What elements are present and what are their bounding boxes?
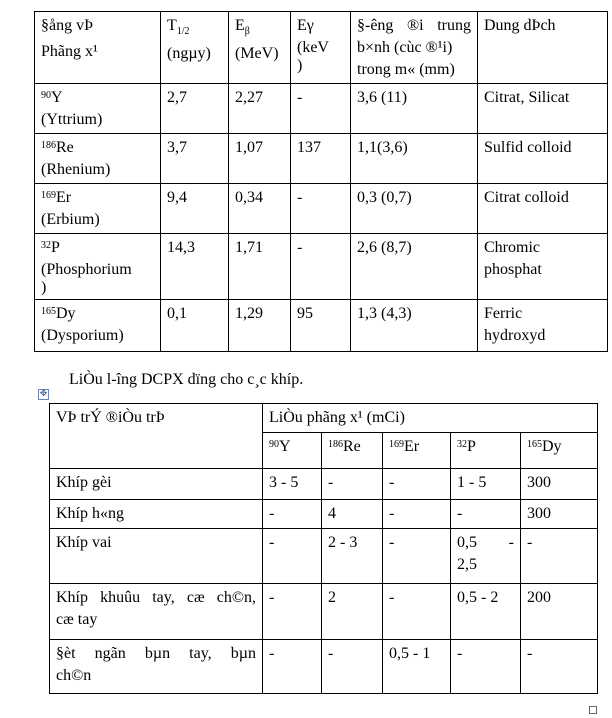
dose-cell: - bbox=[263, 640, 322, 694]
header-dose: LiÒu phãng x¹ (mCi) bbox=[263, 404, 598, 433]
isotope-cell: $^{32}$P (Phosphorium ) bbox=[35, 234, 161, 300]
header-solution: Dung dÞch bbox=[478, 12, 608, 84]
dose-cell: - bbox=[263, 500, 322, 529]
dose-cell: 0,5 - 1 bbox=[383, 640, 451, 694]
header-e-gamma: Eγ (keV ) bbox=[291, 12, 351, 84]
isotope-header: $^{169}$Er bbox=[383, 433, 451, 469]
dose-cell: - bbox=[383, 500, 451, 529]
header-e-beta: $E_\beta$ (MeV) bbox=[229, 12, 291, 84]
table-header-row bbox=[35, 12, 608, 84]
joint-dose-table bbox=[49, 403, 598, 694]
isotope-header: $^{165}$Dy bbox=[521, 433, 598, 469]
dose-cell: - bbox=[451, 640, 521, 694]
dose-cell: - bbox=[322, 469, 383, 500]
table-row bbox=[35, 134, 608, 184]
isotope-cell: $^{169}$Er (Erbium) bbox=[35, 184, 161, 234]
table-row bbox=[50, 500, 598, 529]
position-cell: Khíp vai bbox=[50, 529, 263, 584]
dose-cell: 4 bbox=[322, 500, 383, 529]
table-row bbox=[50, 469, 598, 500]
range-cell: 3,6 (11) bbox=[351, 84, 478, 134]
isotope-header: $^{90}$Y bbox=[263, 433, 322, 469]
half-life-cell: 0,1 bbox=[161, 300, 229, 352]
dose-cell: 2 bbox=[322, 584, 383, 640]
e-beta-cell: 2,27 bbox=[229, 84, 291, 134]
e-beta-cell: 1,71 bbox=[229, 234, 291, 300]
dose-cell: 300 bbox=[521, 500, 598, 529]
dose-cell: 1 - 5 bbox=[451, 469, 521, 500]
range-cell: 2,6 (8,7) bbox=[351, 234, 478, 300]
dose-cell: - bbox=[383, 529, 451, 584]
solution-cell: Ferric hydroxyd bbox=[478, 300, 608, 352]
table-row bbox=[35, 184, 608, 234]
header-isotope: §ång vÞ Phãng x¹ bbox=[35, 12, 161, 84]
half-life-cell: 2,7 bbox=[161, 84, 229, 134]
isotope-cell: $^{90}$Y (Yttrium) bbox=[35, 84, 161, 134]
e-beta-cell: 0,34 bbox=[229, 184, 291, 234]
dose-cell: - bbox=[383, 584, 451, 640]
table-row bbox=[50, 529, 598, 584]
half-life-cell: 9,4 bbox=[161, 184, 229, 234]
dose-cell: - bbox=[322, 640, 383, 694]
half-life-cell: 14,3 bbox=[161, 234, 229, 300]
move-handle-icon[interactable]: ✥ bbox=[39, 389, 48, 399]
dose-cell: 300 bbox=[521, 469, 598, 500]
isotope-header: $^{186}$Re bbox=[322, 433, 383, 469]
isotope-properties-table bbox=[34, 11, 608, 352]
table-row bbox=[50, 584, 598, 640]
e-beta-cell: 1,29 bbox=[229, 300, 291, 352]
table-row bbox=[35, 300, 608, 352]
dose-cell: - bbox=[383, 469, 451, 500]
table-row bbox=[35, 234, 608, 300]
solution-cell: Chromic phosphat bbox=[478, 234, 608, 300]
dose-cell: 0,5 - 2,5 bbox=[451, 529, 521, 584]
dose-cell: - bbox=[521, 640, 598, 694]
table-resize-handle[interactable] bbox=[589, 706, 597, 714]
range-cell: 1,1(3,6) bbox=[351, 134, 478, 184]
dose-cell: 0,5 - 2 bbox=[451, 584, 521, 640]
dose-cell: - bbox=[263, 529, 322, 584]
position-cell: Khíp gèi bbox=[50, 469, 263, 500]
position-cell: §èt ngãn bµn tay, bµn ch©n bbox=[50, 640, 263, 694]
dose-cell: 200 bbox=[521, 584, 598, 640]
solution-cell: Citrat colloid bbox=[478, 184, 608, 234]
position-cell: Khíp h«ng bbox=[50, 500, 263, 529]
e-gamma-cell: 137 bbox=[291, 134, 351, 184]
table-row bbox=[35, 84, 608, 134]
dose-cell: - bbox=[521, 529, 598, 584]
header-range: §-êng ®i trung b×nh (cùc ®¹i) trong m« (mm) bbox=[351, 12, 478, 84]
isotope-cell: $^{165}$Dy (Dysporium) bbox=[35, 300, 161, 352]
position-cell: Khíp khuûu tay, cæ ch©n, cæ tay bbox=[50, 584, 263, 640]
solution-cell: Citrat, Silicat bbox=[478, 84, 608, 134]
table-row bbox=[50, 640, 598, 694]
half-life-cell: 3,7 bbox=[161, 134, 229, 184]
range-cell: 1,3 (4,3) bbox=[351, 300, 478, 352]
header-half-life: $T_{1/2}$ (ngµy) bbox=[161, 12, 229, 84]
dose-cell: 2 - 3 bbox=[322, 529, 383, 584]
isotope-cell: $^{186}$Re (Rhenium) bbox=[35, 134, 161, 184]
range-cell: 0,3 (0,7) bbox=[351, 184, 478, 234]
header-position: VÞ trÝ ®iÒu trÞ bbox=[50, 404, 263, 469]
e-gamma-cell: 95 bbox=[291, 300, 351, 352]
dose-cell: 3 - 5 bbox=[263, 469, 322, 500]
dose-cell: - bbox=[451, 500, 521, 529]
e-gamma-cell: - bbox=[291, 234, 351, 300]
e-beta-cell: 1,07 bbox=[229, 134, 291, 184]
e-gamma-cell: - bbox=[291, 184, 351, 234]
table-header-row bbox=[50, 404, 598, 433]
e-gamma-cell: - bbox=[291, 84, 351, 134]
solution-cell: Sulfid colloid bbox=[478, 134, 608, 184]
table-caption: LiÒu l-îng DCPX dïng cho c¸c khíp. bbox=[69, 371, 304, 388]
dose-cell: - bbox=[263, 584, 322, 640]
isotope-header: $^{32}$P bbox=[451, 433, 521, 469]
